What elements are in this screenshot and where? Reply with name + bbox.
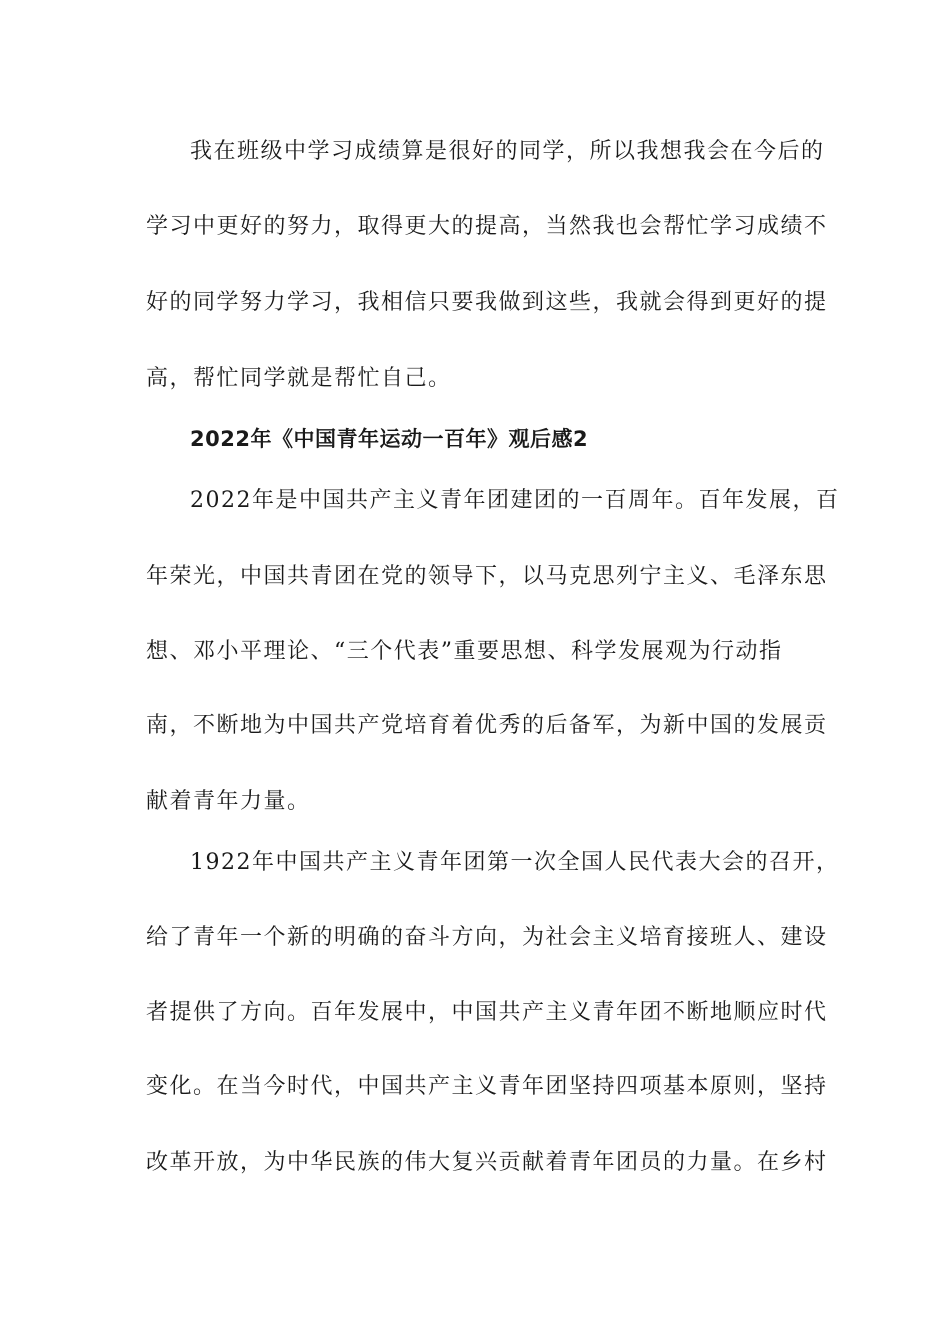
paragraph-1-line-3: 好的同学努力学习，我相信只要我做到这些，我就会得到更好的提 xyxy=(146,290,828,315)
paragraph-1-line-4: 高，帮忙同学就是帮忙自己。 xyxy=(146,366,452,391)
paragraph-2-line-1: 2022年是中国共产主义青年团建团的一百周年。百年发展，百 xyxy=(190,488,840,513)
paragraph-3-line-2: 给了青年一个新的明确的奋斗方向，为社会主义培育接班人、建设 xyxy=(146,925,828,950)
paragraph-3-line-5: 改革开放，为中华民族的伟大复兴贡献着青年团员的力量。在乡村 xyxy=(146,1150,828,1175)
paragraph-1-line-2: 学习中更好的努力，取得更大的提高，当然我也会帮忙学习成绩不 xyxy=(146,214,828,239)
paragraph-2-line-4: 南，不断地为中国共产党培育着优秀的后备军，为新中国的发展贡 xyxy=(146,713,828,738)
paragraph-3-line-4: 变化。在当今时代，中国共产主义青年团坚持四项基本原则，坚持 xyxy=(146,1074,828,1099)
paragraph-2-line-2: 年荣光，中国共青团在党的领导下，以马克思列宁主义、毛泽东思 xyxy=(146,564,828,589)
paragraph-1-line-1: 我在班级中学习成绩算是很好的同学，所以我想我会在今后的 xyxy=(190,139,825,164)
paragraph-3-line-1: 1922年中国共产主义青年团第一次全国人民代表大会的召开， xyxy=(190,850,840,875)
paragraph-2-line-3: 想、邓小平理论、“三个代表”重要思想、科学发展观为行动指 xyxy=(146,639,783,664)
paragraph-2-line-5: 献着青年力量。 xyxy=(146,789,311,814)
section-heading: 2022年《中国青年运动一百年》观后感2 xyxy=(190,427,589,451)
paragraph-3-line-3: 者提供了方向。百年发展中，中国共产主义青年团不断地顺应时代 xyxy=(146,1000,828,1025)
